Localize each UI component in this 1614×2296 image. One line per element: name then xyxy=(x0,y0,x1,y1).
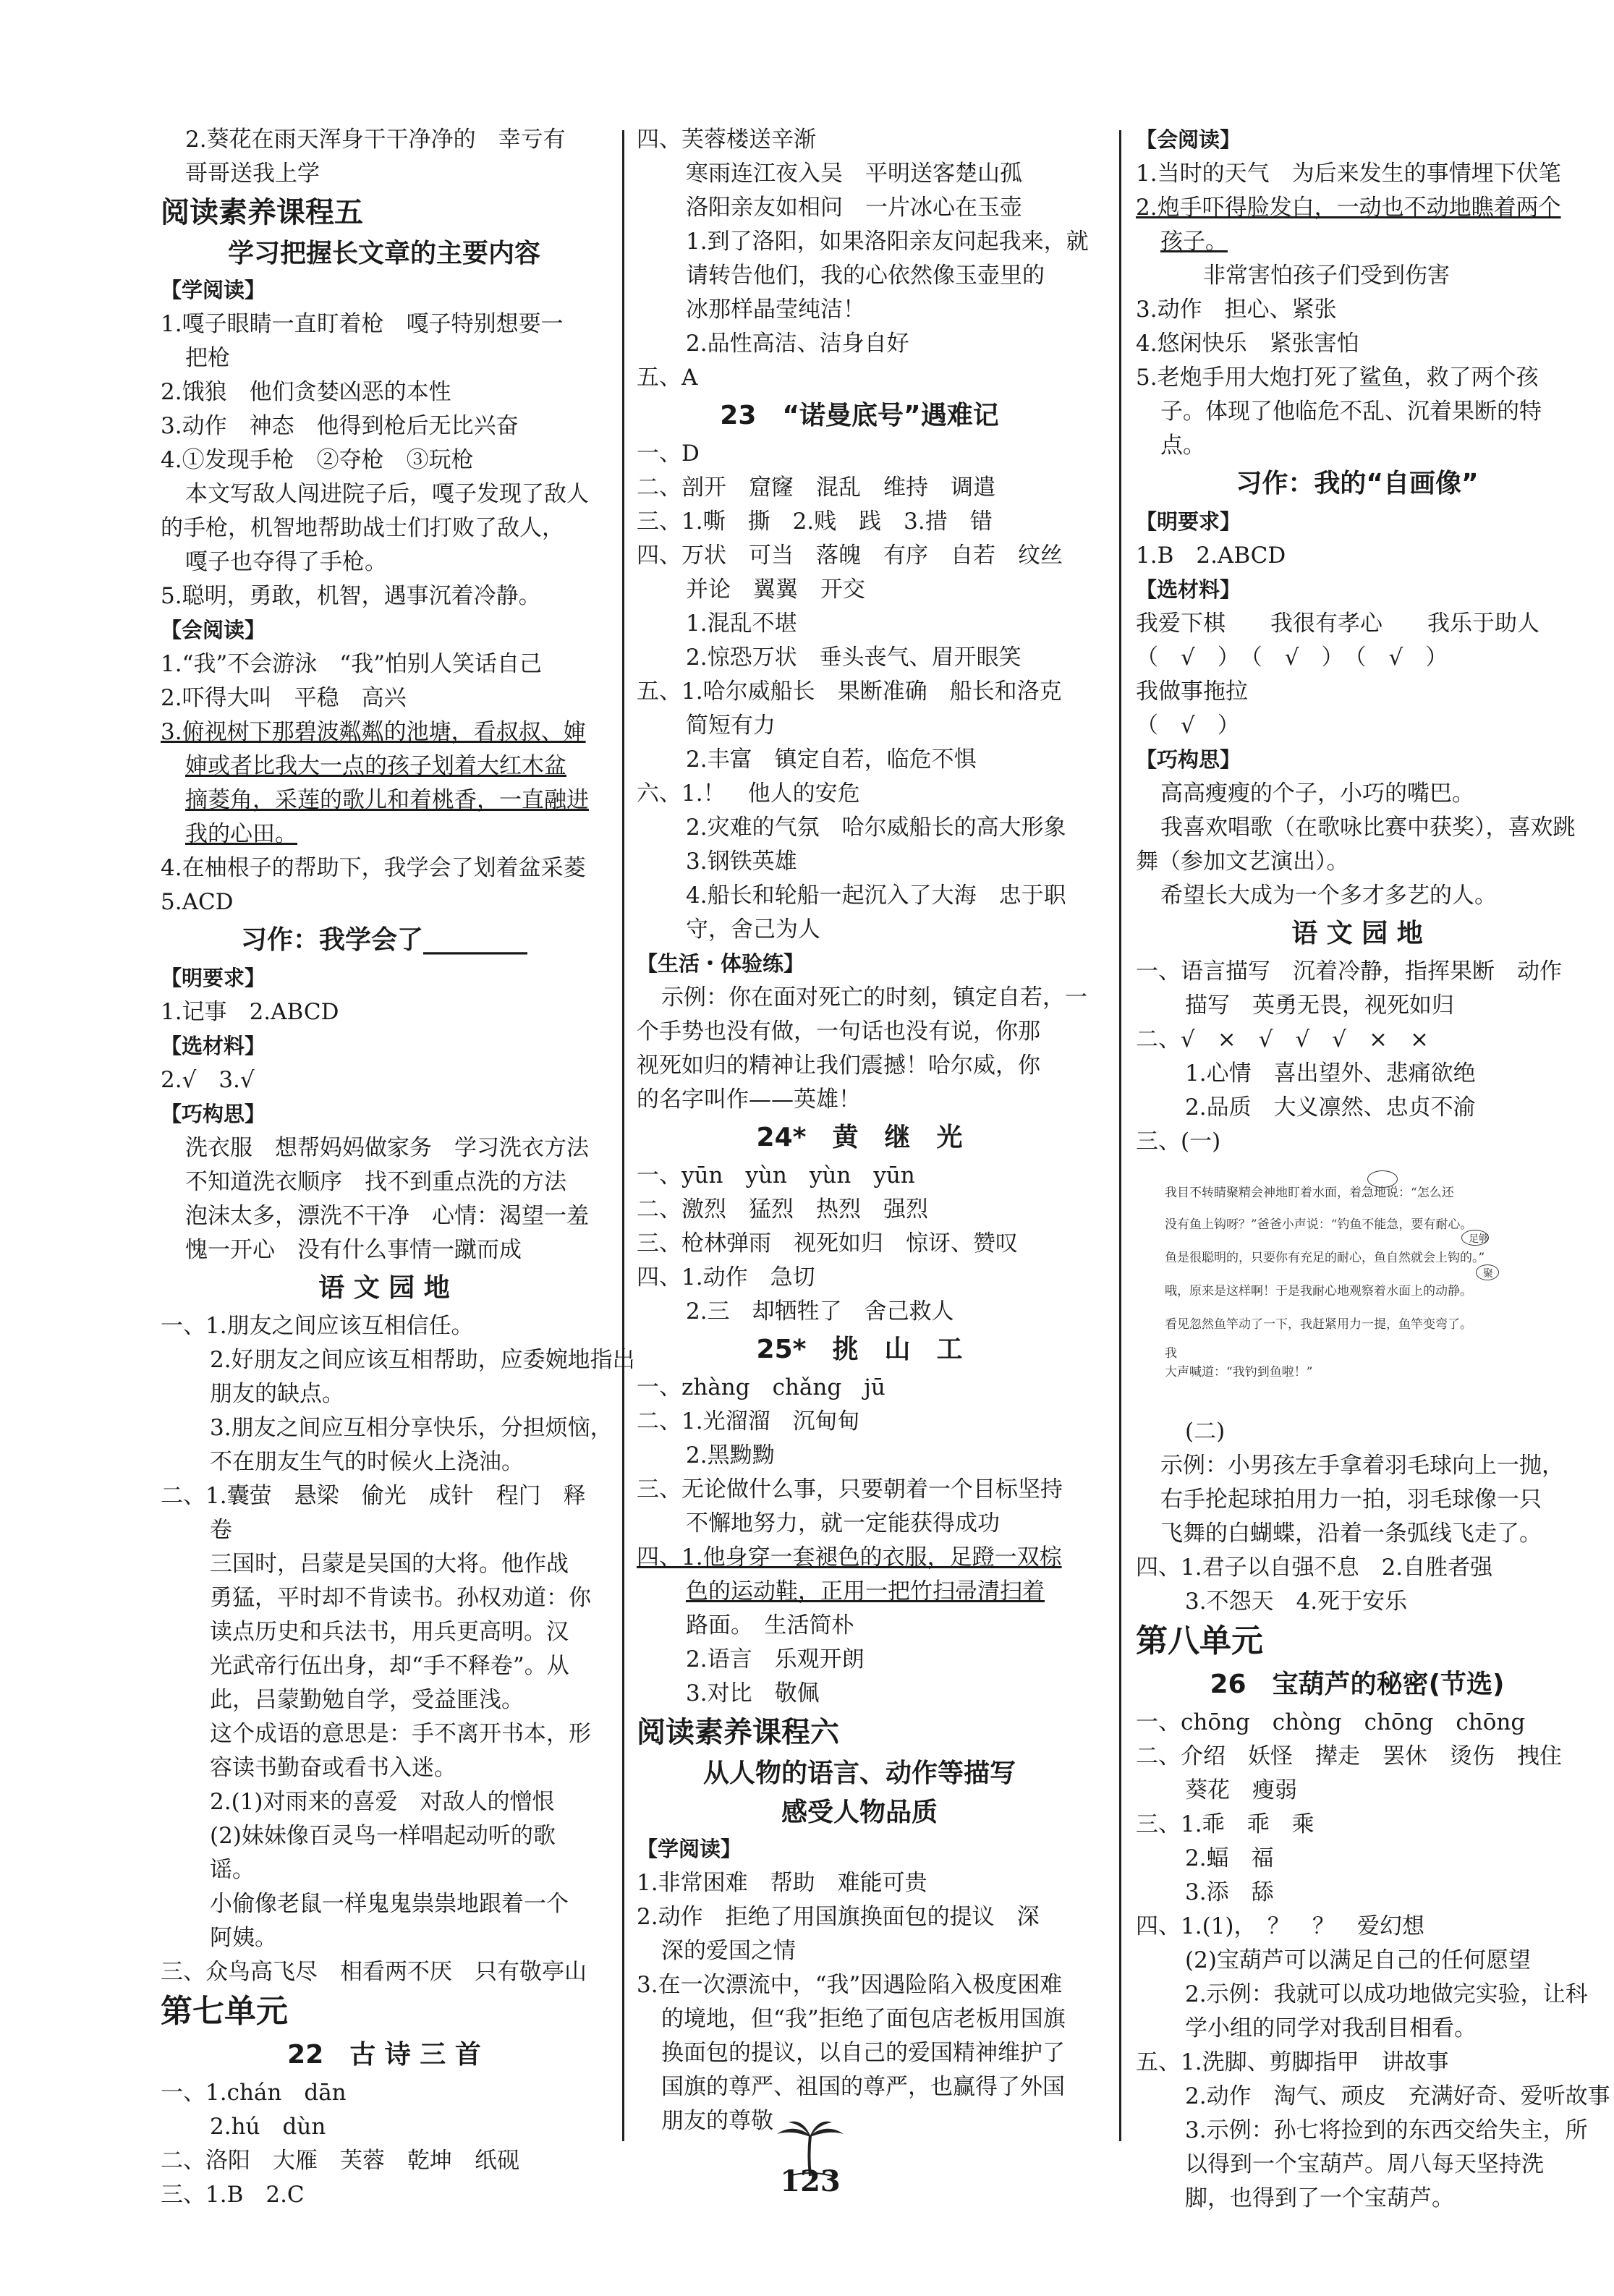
answer-line: 1.“我”不会游泳 “我”怕别人笑话自己 xyxy=(161,651,542,677)
answer-line: 4.在柚根子的帮助下，我学会了划着盆采菱 xyxy=(161,855,586,881)
answer-line: 国旗的尊严、祖国的尊严，也赢得了外国 xyxy=(661,2074,1065,2100)
answer-line: 1.嘎子眼睛一直盯着枪 嘎子特别想要一 xyxy=(161,311,564,337)
answer-line: 不知道洗衣顺序 找不到重点洗的方法 xyxy=(185,1169,566,1195)
answer-line: 2.好朋友之间应该互相帮助，应委婉地指出 xyxy=(210,1347,635,1373)
answer-line: 2.蝠 福 xyxy=(1185,1845,1274,1871)
answer-line: 请转告他们，我的心依然像玉壶里的 xyxy=(686,263,1045,289)
answer-line: 四、1.君子以自强不息 2.自胜者强 xyxy=(1136,1555,1493,1581)
answer-line: 学小组的同学对我刮目相看。 xyxy=(1185,2015,1477,2041)
answer-line: 我做事拖拉 xyxy=(1136,679,1248,705)
answer-line: 脚，也得到了一个宝葫芦。 xyxy=(1185,2185,1454,2211)
correction-mark: 聚 xyxy=(1483,1268,1493,1280)
answer-line: 三国时，吕蒙是吴国的大将。他作战 xyxy=(210,1551,569,1577)
section-tag: 【会阅读】 xyxy=(161,618,266,642)
answer-line: 的境地，但“我”拒绝了面包店老板用国旗 xyxy=(661,2006,1066,2032)
answer-line: 简短有力 xyxy=(686,713,776,739)
answer-line: 2.√ 3.√ xyxy=(161,1067,255,1093)
answer-line: 色的运动鞋，正用一把竹扫帚清扫着 xyxy=(686,1578,1045,1604)
answer-line: 三、1.乖 乖 乘 xyxy=(1136,1811,1314,1837)
answer-line: 舞（参加文艺演出）。 xyxy=(1136,849,1349,875)
answer-line: 本文写敌人闯进院子后，嘎子发现了敌人 xyxy=(185,481,589,507)
answer-line: 五、A xyxy=(637,365,698,391)
answer-line: 1.混乱不堪 xyxy=(686,611,797,637)
answer-line: 3.不怨天 4.死于安乐 xyxy=(1185,1589,1408,1615)
answer-column-2 xyxy=(637,123,1089,2173)
section-tag: 【巧构思】 xyxy=(1136,747,1241,772)
revision-sample-figure xyxy=(1165,1165,1570,1411)
correction-mark: 足够 xyxy=(1469,1233,1489,1245)
answer-line: 光武帝行伍出身，却“手不释卷”。从 xyxy=(210,1653,569,1679)
answer-line: (二) xyxy=(1185,1419,1226,1445)
answer-line: 3.钢铁英雄 xyxy=(686,849,797,875)
answer-line: 2.炮手吓得脸发白，一动也不动地瞧着两个 xyxy=(1136,195,1561,221)
section-tag: 【学阅读】 xyxy=(161,278,266,302)
section-tag: 【会阅读】 xyxy=(1136,127,1241,152)
answer-line: 1.到了洛阳，如果洛阳亲友问起我来，就 xyxy=(686,229,1089,255)
page-number: 123 xyxy=(780,2164,841,2198)
answer-line: 4.①发现手枪 ②夺枪 ③玩枪 xyxy=(161,447,474,473)
answer-line: 3.对比 敬佩 xyxy=(686,1680,820,1706)
answer-line: 洗衣服 想帮妈妈做家务 学习洗衣方法 xyxy=(185,1135,589,1161)
answer-line: 读点历史和兵法书，用兵更高明。汉 xyxy=(210,1619,569,1645)
answer-line: 深的爱国之情 xyxy=(661,1938,796,1964)
answer-line: 路面。 生活简朴 xyxy=(686,1612,854,1638)
answer-line: 一、chōng chòng chōng chōng xyxy=(1136,1709,1526,1735)
section-tag: 【明要求】 xyxy=(161,966,266,990)
answer-line: 二、洛阳 大雁 芙蓉 乾坤 纸砚 xyxy=(161,2148,519,2174)
section-tag: 【选材料】 xyxy=(1136,577,1241,602)
answer-line: 2.示例：我就可以成功地做完实验，让科 xyxy=(1185,1981,1588,2007)
answer-line: 一、zhàng chǎng jū xyxy=(637,1374,885,1400)
answer-line: 把枪 xyxy=(185,345,230,371)
answer-line: 洛阳亲友如相问 一片冰心在玉壶 xyxy=(686,195,1022,221)
answer-line: 2.动作 拒绝了用国旗换面包的提议 深 xyxy=(637,1904,1040,1930)
column-divider-left xyxy=(622,130,624,2141)
answer-line: 愧一开心 没有什么事情一蹴而成 xyxy=(185,1237,522,1263)
answer-line: 不懈地努力，就一定能获得成功 xyxy=(686,1510,1000,1536)
answer-line: 朋友的尊敬 xyxy=(661,2108,773,2134)
answer-line: 卷 xyxy=(210,1517,232,1543)
answer-line: 的名字叫作——英雄！ xyxy=(637,1087,861,1113)
answer-line: （ √ ） （ √ ） （ √ ） xyxy=(1136,645,1448,671)
section-heading: 25* 挑 山 工 xyxy=(756,1335,963,1364)
answer-line: 2.黑黝黝 xyxy=(686,1442,775,1468)
answer-line: 一、语言描写 沉着冷静，指挥果断 动作 xyxy=(1136,958,1562,985)
sample-line: 大声喊道：“我钓到鱼啦！” xyxy=(1165,1365,1313,1379)
answer-line: 四、1.动作 急切 xyxy=(637,1264,815,1291)
answer-line: 2.语言 乐观开朗 xyxy=(686,1646,865,1672)
answer-line: 2.动作 淘气、顽皮 充满好奇、爱听故事 xyxy=(1185,2083,1610,2109)
answer-line: 的手枪，机智地帮助战士们打败了敌人， xyxy=(161,515,564,541)
answer-line: 嘎子也夺得了手枪。 xyxy=(185,549,387,575)
correction-circle xyxy=(1476,1264,1499,1280)
sample-line: 我目不转睛聚精会神地盯着水面，着急地说：“怎么还 xyxy=(1165,1186,1454,1200)
answer-line: 1.B 2.ABCD xyxy=(1136,543,1286,569)
section-heading: 习作：我的“自画像” xyxy=(1236,469,1479,498)
answer-line: 并论 翼翼 开交 xyxy=(686,577,865,603)
answer-line: 三、无论做什么事，只要朝着一个目标坚持 xyxy=(637,1476,1063,1502)
answer-line: 谣。 xyxy=(210,1857,255,1883)
answer-line: 2.(1)对雨来的喜爱 对敌人的憎恨 xyxy=(210,1789,555,1815)
answer-line: 二、1.光溜溜 沉甸甸 xyxy=(637,1408,860,1434)
sample-line: 哦，原来是这样啊！于是我耐心地观察着水面上的动静。 xyxy=(1165,1284,1472,1298)
answer-line: 二、√ × √ √ √ × × xyxy=(1136,1026,1429,1053)
answer-line: 二、1.囊萤 悬梁 偷光 成针 程门 释 xyxy=(161,1483,586,1509)
answer-line: 二、激烈 猛烈 热烈 强烈 xyxy=(637,1196,928,1223)
answer-line: 4.船长和轮船一起沉入了大海 忠于职 xyxy=(686,883,1066,909)
sample-line: 看见忽然鱼竿动了一下，我赶紧用力一提，鱼竿变弯了。 xyxy=(1165,1317,1472,1332)
answer-line: 2.三 却牺牲了 舍己救人 xyxy=(686,1298,954,1325)
section-heading: 第七单元 xyxy=(161,1993,288,2030)
answer-line: 四、1.(1)， ？ ？ 爱幻想 xyxy=(1136,1913,1424,1939)
answer-line: 1.当时的天气 为后来发生的事情埋下伏笔 xyxy=(1136,161,1561,187)
answer-line: 摘菱角，采莲的歌儿和着桃香，一直融进 xyxy=(185,787,589,813)
answer-line: 3.在一次漂流中，“我”因遇险陷入极度困难 xyxy=(637,1972,1063,1998)
answer-line: 孩子。 xyxy=(1160,229,1228,255)
answer-line: 以得到一个宝葫芦。周八每天坚持洗 xyxy=(1185,2151,1544,2177)
answer-line: 一、1.chán dān xyxy=(161,2080,347,2106)
answer-line: 一、D xyxy=(637,441,700,467)
section-heading: 24* 黄 继 光 xyxy=(756,1123,963,1152)
section-heading: 26 宝葫芦的秘密(节选) xyxy=(1210,1670,1505,1699)
answer-line: 五、1.洗脚、剪脚指甲 讲故事 xyxy=(1136,2049,1449,2075)
answer-column-3 xyxy=(1136,123,1610,2211)
answer-line: 四、芙蓉楼送辛渐 xyxy=(637,127,816,153)
answer-line: 守，舍己为人 xyxy=(686,917,820,943)
answer-line: 3.俯视树下那碧波粼粼的池塘，看叔叔、婶 xyxy=(161,719,586,745)
answer-line: 2.饿狼 他们贪婪凶恶的本性 xyxy=(161,379,451,405)
answer-line: 飞舞的白蝴蝶，沿着一条弧线飞走了。 xyxy=(1160,1521,1542,1547)
answer-line: 2.惊恐万状 垂头丧气、眉开眼笑 xyxy=(686,645,1022,671)
answer-line: 3.添 舔 xyxy=(1185,1879,1274,1905)
answer-line: 容读书勤奋或看书入迷。 xyxy=(210,1755,456,1781)
answer-line: 此，吕蒙勤勉自学，受益匪浅。 xyxy=(210,1687,524,1713)
answer-line: 示例：你在面对死亡的时刻，镇定自若，一 xyxy=(661,985,1087,1011)
sample-line: 没有鱼上钩呀？”爸爸小声说：“钓鱼不能急，要有耐心。 xyxy=(1165,1217,1473,1232)
answer-line: 三、枪林弹雨 视死如归 惊讶、赞叹 xyxy=(637,1230,1018,1257)
answer-line: 点。 xyxy=(1160,433,1205,459)
section-heading: 语 文 园 地 xyxy=(1291,919,1423,948)
answer-line: 冰那样晶莹纯洁！ xyxy=(686,297,865,323)
answer-line: 个手势也没有做，一句话也没有说，你那 xyxy=(637,1019,1040,1045)
section-tag: 【巧构思】 xyxy=(161,1102,266,1126)
section-heading: 感受人物品质 xyxy=(781,1798,938,1827)
answer-line: 5.ACD xyxy=(161,889,234,915)
section-tag: 【学阅读】 xyxy=(637,1837,742,1861)
answer-line: 3.朋友之间应互相分享快乐，分担烦恼， xyxy=(210,1415,613,1441)
answer-line: 我喜欢唱歌（在歌咏比赛中获奖），喜欢跳 xyxy=(1160,815,1576,841)
answer-line: 这个成语的意思是：手不离开书本，形 xyxy=(210,1721,591,1747)
section-heading: 阅读素养课程五 xyxy=(161,196,363,229)
answer-line: 希望长大成为一个多才多艺的人。 xyxy=(1160,883,1497,909)
answer-line: 2.丰富 镇定自若，临危不惧 xyxy=(686,747,977,773)
answer-line: 2.灾难的气氛 哈尔威船长的高大形象 xyxy=(686,815,1066,841)
correction-circle xyxy=(1461,1230,1489,1246)
answer-line: 三、1.B 2.C xyxy=(161,2182,305,2208)
answer-line: (2)妹妹像百灵鸟一样唱起动听的歌 xyxy=(210,1823,556,1849)
answer-line: 高高瘦瘦的个子，小巧的嘴巴。 xyxy=(1160,781,1474,807)
answer-line: 二、介绍 妖怪 撵走 罢休 烫伤 拽住 xyxy=(1136,1743,1562,1769)
answer-line: （ √ ） xyxy=(1136,713,1240,739)
answer-line: 我的心田。 xyxy=(185,821,297,847)
answer-line: 一、yūn yùn yùn yūn xyxy=(637,1162,915,1189)
answer-line: 哥哥送我上学 xyxy=(185,161,320,187)
answer-line: 2.吓得大叫 平稳 高兴 xyxy=(161,685,407,711)
section-heading: 第八单元 xyxy=(1136,1623,1263,1659)
answer-line: 三、1.嘶 撕 2.贱 践 3.措 错 xyxy=(637,509,993,535)
answer-column-1 xyxy=(161,123,635,2208)
section-heading: 学习把握长文章的主要内容 xyxy=(227,239,540,268)
answer-line: 2.品质 大义凛然、忠贞不渝 xyxy=(1185,1094,1476,1121)
answer-line: 5.聪明，勇敢，机智，遇事沉着冷静。 xyxy=(161,583,541,609)
answer-line: 视死如归的精神让我们震撼！哈尔威，你 xyxy=(637,1053,1040,1079)
correction-circle xyxy=(1367,1170,1398,1188)
answer-line: 4.悠闲快乐 紧张害怕 xyxy=(1136,331,1359,357)
section-heading: 22 古 诗 三 首 xyxy=(287,2040,481,2070)
sample-line: 我 xyxy=(1165,1346,1177,1361)
answer-line: 3.动作 担心、紧张 xyxy=(1136,297,1337,323)
answer-line: 子。体现了他临危不乱、沉着果断的特 xyxy=(1160,399,1542,425)
answer-line: 1.心情 喜出望外、悲痛欲绝 xyxy=(1185,1060,1476,1087)
section-heading: 从人物的语言、动作等描写 xyxy=(702,1759,1016,1788)
answer-line: (2)宝葫芦可以满足自己的任何愿望 xyxy=(1185,1947,1531,1973)
answer-line: 2.葵花在雨天浑身干干净净的 幸亏有 xyxy=(185,127,566,153)
section-heading: 阅读素养课程六 xyxy=(637,1716,839,1749)
answer-line: 2.hú dùn xyxy=(210,2114,326,2140)
answer-line: 描写 英勇无畏，视死如归 xyxy=(1185,992,1454,1019)
answer-line: 婶或者比我大一点的孩子划着大红木盆 xyxy=(185,753,566,779)
column-divider-right xyxy=(1119,130,1121,2141)
answer-line: 阿姨。 xyxy=(210,1925,277,1951)
answer-line: 三、众鸟高飞尽 相看两不厌 只有敬亭山 xyxy=(161,1959,587,1985)
section-tag: 【明要求】 xyxy=(1136,509,1241,534)
answer-line: 右手抡起球拍用力一拍，羽毛球像一只 xyxy=(1160,1487,1542,1513)
answer-line: 泡沫太多，漂洗不干净 心情：渴望一羞 xyxy=(185,1203,589,1229)
answer-line: 3.示例：孙七将捡到的东西交给失主，所 xyxy=(1185,2117,1588,2143)
answer-line: 5.老炮手用大炮打死了鲨鱼，救了两个孩 xyxy=(1136,365,1539,391)
answer-line: 非常害怕孩子们受到伤害 xyxy=(1136,263,1450,289)
answer-line: 寒雨连江夜入吴 平明送客楚山孤 xyxy=(686,161,1022,187)
answer-line: 3.动作 神态 他得到枪后无比兴奋 xyxy=(161,413,519,439)
answer-line: 2.品性高洁、洁身自好 xyxy=(686,331,909,357)
answer-line: 四、1.他身穿一套褪色的衣服，足蹬一双棕 xyxy=(637,1544,1062,1570)
answer-line: 换面包的提议，以自己的爱国精神维护了 xyxy=(661,2040,1065,2066)
section-tag: 【生活・体验练】 xyxy=(637,951,805,976)
answer-line: 勇猛，平时却不肯读书。孙权劝道：你 xyxy=(210,1585,591,1611)
answer-line: 葵花 瘦弱 xyxy=(1185,1777,1297,1803)
section-heading: 习作：我学会了________ xyxy=(240,925,527,955)
answer-line: 六、1.！ 他人的安危 xyxy=(637,781,860,807)
section-tag: 【选材料】 xyxy=(161,1034,266,1058)
answer-line: 五、1.哈尔威船长 果断准确 船长和洛克 xyxy=(637,679,1062,705)
answer-line: 小偷像老鼠一样鬼鬼祟祟地跟着一个 xyxy=(210,1891,569,1917)
answer-line: 三、(一) xyxy=(1136,1128,1221,1155)
answer-line: 四、万状 可当 落魄 有序 自若 纹丝 xyxy=(637,543,1063,569)
answer-line: 朋友的缺点。 xyxy=(210,1381,344,1407)
answer-line: 一、1.朋友之间应该互相信任。 xyxy=(161,1313,474,1339)
answer-line: 我爱下棋 我很有孝心 我乐于助人 xyxy=(1136,611,1539,637)
answer-line: 1.记事 2.ABCD xyxy=(161,999,339,1025)
section-heading: 23 “诺曼底号”遇难记 xyxy=(720,401,999,430)
answer-line: 不在朋友生气的时候火上浇油。 xyxy=(210,1449,524,1475)
answer-line: 二、剖开 窟窿 混乱 维持 调遣 xyxy=(637,475,995,501)
answer-line: 示例：小男孩左手拿着羽毛球向上一抛， xyxy=(1160,1453,1564,1479)
answer-line: 1.非常困难 帮助 难能可贵 xyxy=(637,1870,927,1896)
sample-line: 鱼是很聪明的，只要你有充足的耐心，鱼自然就会上钩的。” xyxy=(1165,1251,1485,1265)
section-heading: 语 文 园 地 xyxy=(318,1273,450,1303)
